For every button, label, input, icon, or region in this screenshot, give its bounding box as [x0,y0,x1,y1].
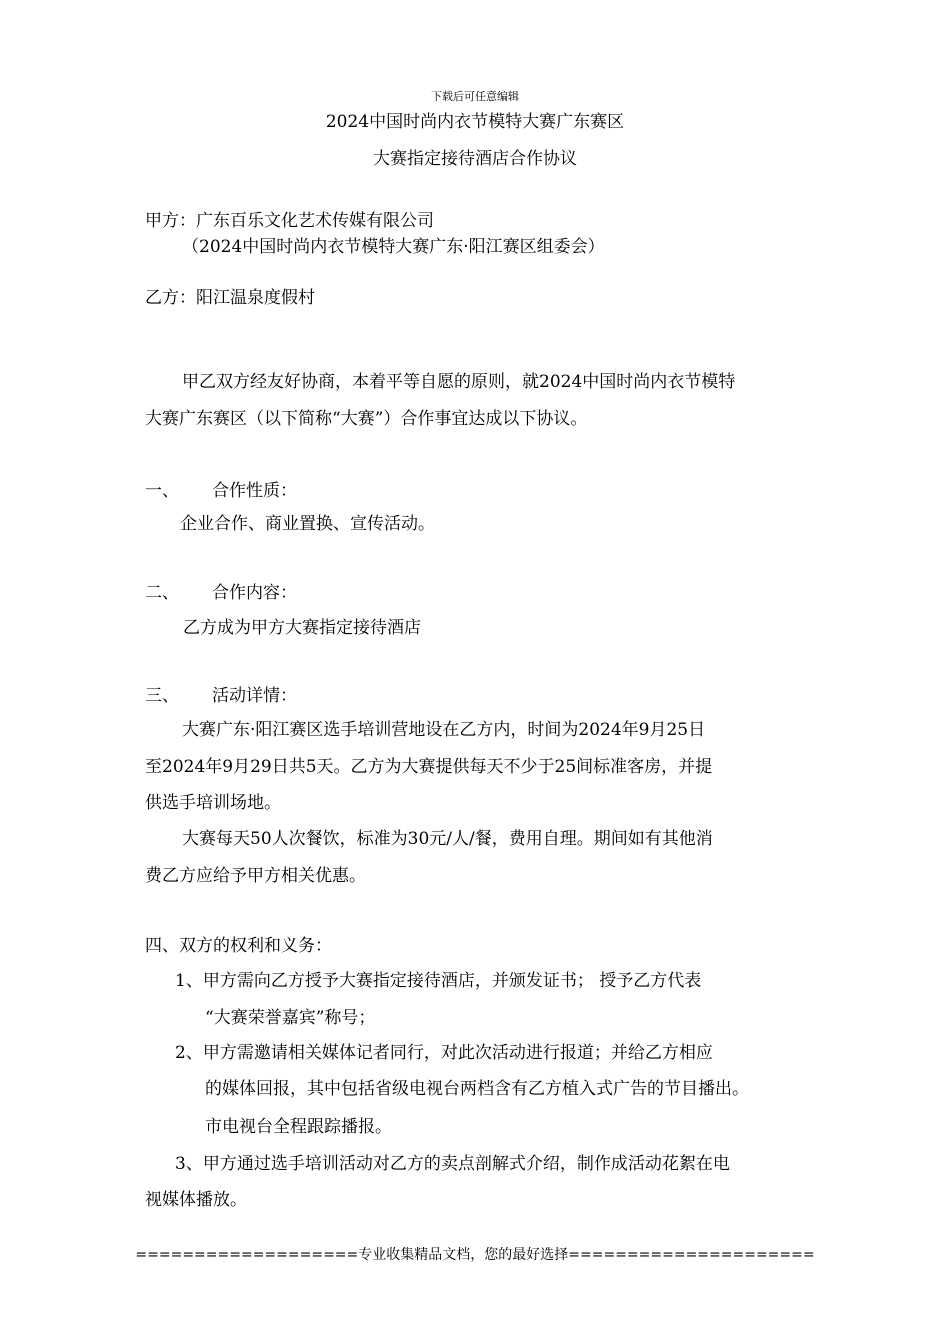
party-b-line: 乙方：阳江温泉度假村 [145,288,315,308]
section-1-number: 一、 [145,481,179,501]
section-3-line: 大赛广东·阳江赛区选手培训营地设在乙方内，时间为2024年9月25日 [182,720,706,740]
section-1-body: 企业合作、商业置换、宣传活动。 [180,514,435,534]
section-2-number: 二、 [145,583,179,603]
section-4-line: 1、甲方需向乙方授予大赛指定接待酒店，并颁发证书； 授予乙方代表 [175,971,702,991]
header-note: 下载后可任意编辑 [431,90,519,103]
party-a-line [145,211,434,231]
section-3-line: 至2024年9月29日共5天。乙方为大赛提供每天不少于25间标准客房，并提 [145,757,713,777]
section-3-line: 大赛每天50人次餐饮，标准为30元/人/餐，费用自理。期间如有其他消 [182,829,713,849]
document-title-line-2: 大赛指定接待酒店合作协议 [373,149,577,169]
section-4-line: 3、甲方通过选手培训活动对乙方的卖点剖解式介绍，制作成活动花絮在电 [175,1154,730,1174]
section-3-line: 供选手培训场地。 [145,793,281,813]
document-title-line-1: 2024中国时尚内衣节模特大赛广东赛区 [325,112,625,132]
section-4-line: 视媒体播放。 [145,1190,247,1210]
section-4-line: 2、甲方需邀请相关媒体记者同行，对此次活动进行报道；并给乙方相应 [175,1043,713,1063]
section-4-line: “大赛荣誉嘉宾”称号； [205,1008,376,1028]
party-a-label: 甲方： [145,211,196,231]
intro-line: 大赛广东赛区（以下简称“大赛”）合作事宜达成以下协议。 [145,409,588,429]
section-3-number: 三、 [145,686,179,706]
footer-banner: ===================专业收集精品文档，您的最好选择===================== [135,1247,815,1263]
section-3-line: 费乙方应给予甲方相关优惠。 [145,866,366,886]
party-a-note: （2024中国时尚内衣节模特大赛广东·阳江赛区组委会） [182,237,605,257]
section-4-title: 四、双方的权利和义务： [145,936,332,956]
party-a-name: 广东百乐文化艺术传媒有限公司 [196,211,434,231]
section-2-body: 乙方成为甲方大赛指定接待酒店 [183,618,421,638]
section-4-line: 市电视台全程跟踪播报。 [205,1117,392,1137]
section-3-title: 活动详情： [212,686,297,706]
section-2-title: 合作内容： [212,583,297,603]
intro-line: 甲乙双方经友好协商，本着平等自愿的原则，就2024中国时尚内衣节模特 [182,372,736,392]
section-4-line: 的媒体回报，其中包括省级电视台两档含有乙方植入式广告的节目播出。 [205,1079,749,1099]
section-1-title: 合作性质： [212,481,297,501]
